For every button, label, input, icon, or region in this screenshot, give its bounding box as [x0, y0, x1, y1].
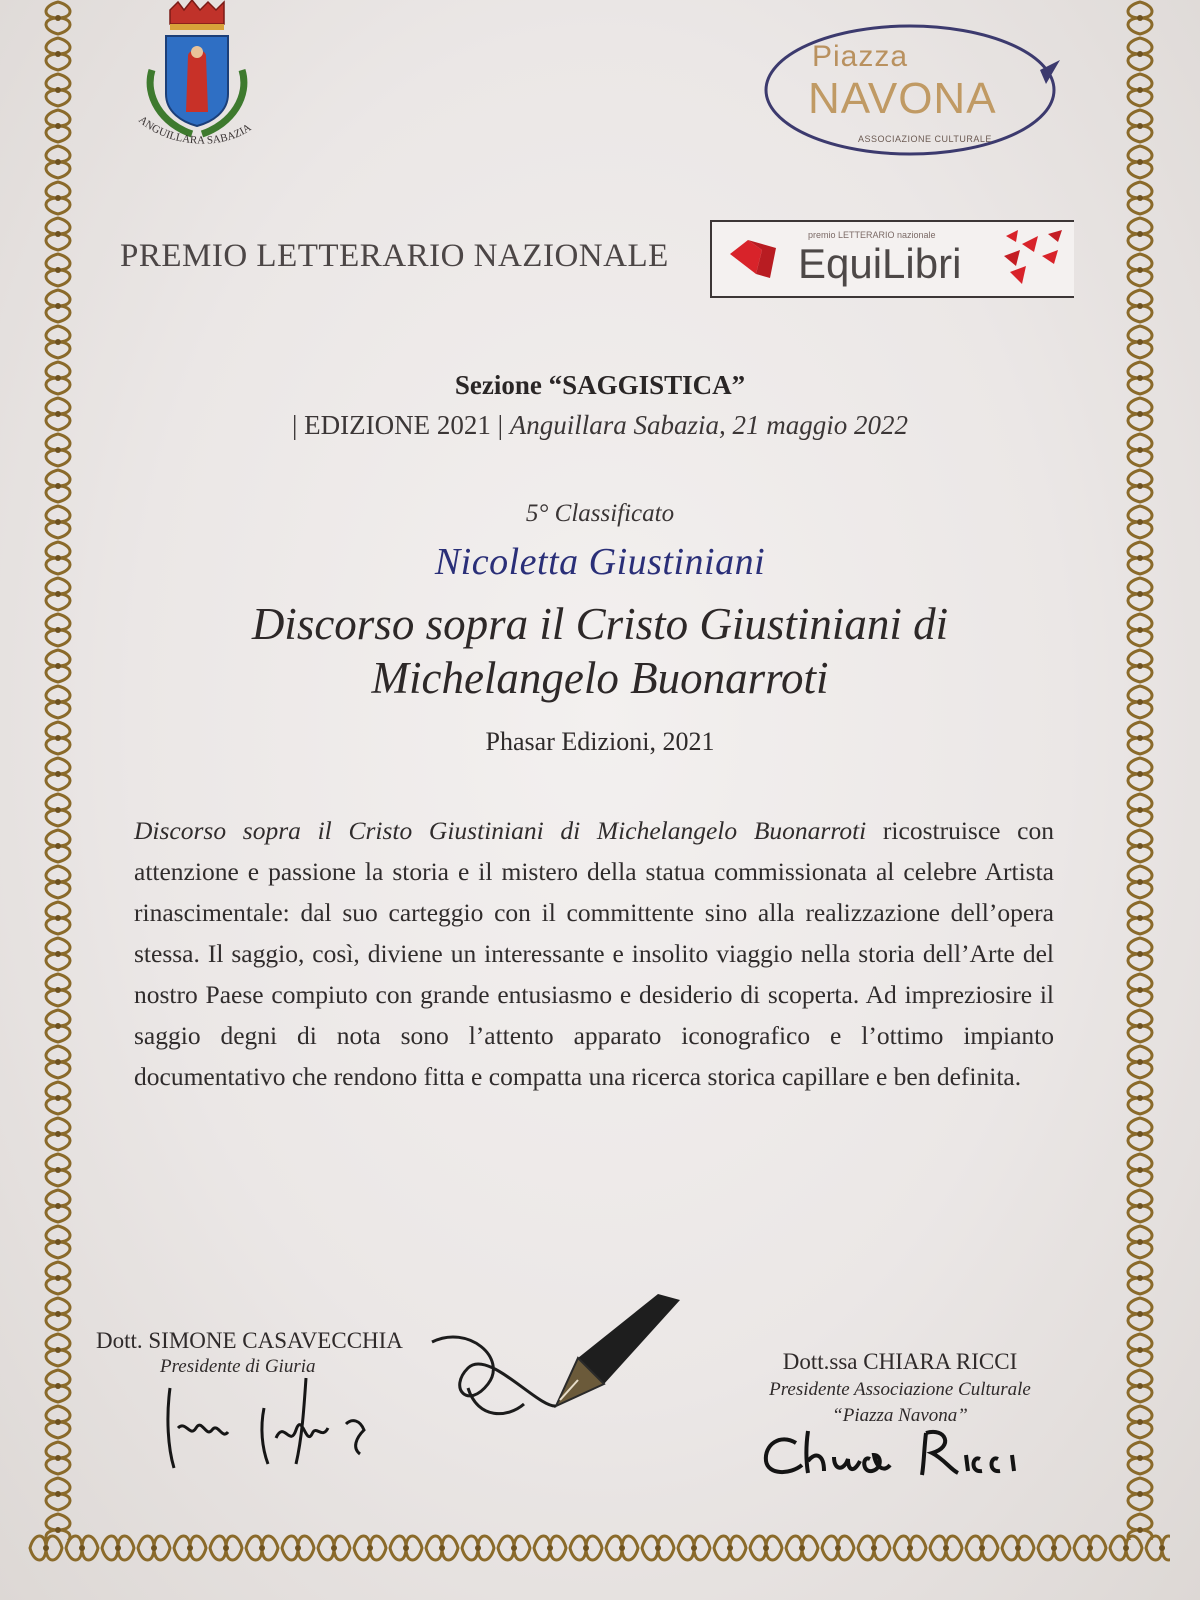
motivation-paragraph: [134, 810, 1054, 1097]
edition-place-date: Anguillara Sabazia, 21 maggio 2022: [509, 410, 909, 440]
equilibri-brand-text: EquiLibri: [798, 240, 962, 287]
award-title-line2: Michelangelo Buonarroti: [371, 653, 829, 703]
flying-pages-icon: [998, 226, 1070, 290]
piazza-navona-logo: [760, 10, 1090, 160]
right-signatory-name: Dott.ssa CHIARA RICCI: [782, 1349, 1018, 1374]
right-ornamental-border: [1110, 0, 1170, 1540]
left-signatory-role: Presidente di Giuria: [160, 1356, 316, 1377]
right-signatory-role-line1: Presidente Associazione Culturale: [769, 1379, 1031, 1400]
signature-block-right: [730, 1349, 1070, 1427]
right-handwritten-signature: [750, 1415, 1050, 1485]
red-book-icon: [726, 234, 782, 282]
premio-label: PREMIO LETTERARIO NAZIONALE: [120, 238, 669, 274]
left-handwritten-signature: [156, 1368, 396, 1478]
award-publisher: Phasar Edizioni, 2021: [485, 727, 715, 756]
award-rank: 5° Classificato: [525, 500, 675, 527]
left-ornamental-border: [28, 0, 88, 1540]
right-signatory-role-line2: “Piazza Navona”: [832, 1405, 968, 1426]
award-title-line1: Discorso sopra il Cristo Giustiniani di: [251, 599, 949, 649]
edition-label: | EDIZIONE 2021 |: [291, 410, 503, 440]
bottom-ornamental-border: [28, 1518, 1170, 1578]
section-heading: [120, 370, 1080, 401]
motivation-italic-title: Discorso sopra il Cristo Giustiniani di Michelangelo Buonarroti: [134, 816, 867, 845]
equilibri-logo: [710, 220, 1074, 298]
section-prefix: Sezione: [454, 370, 542, 400]
edition-line: [120, 410, 1080, 441]
section-name: “SAGGISTICA”: [548, 370, 746, 400]
crest-text: ANGUILLARA SABAZIA: [136, 113, 254, 147]
navona-logo-line1: Piazza: [812, 40, 909, 73]
anguillara-crest-logo: [122, 0, 272, 165]
navona-logo-line2: NAVONA: [808, 74, 997, 123]
signature-block-left: [96, 1328, 456, 1378]
left-signatory-name: Dott. SIMONE CASAVECCHIA: [96, 1328, 403, 1353]
equilibri-small-text: premio LETTERARIO nazionale: [808, 230, 936, 240]
navona-logo-line3: ASSOCIAZIONE CULTURALE: [858, 134, 992, 144]
motivation-text: ricostruisce con attenzione e passione la storia e il mistero della statua commissionata al celebre Artista rinascimentale: dal suo carteggio con il committente sino alla realizzazione dell’opera stessa. Il saggio, così, diviene un interessante e insolito viaggio nella storia dell’Arte del nostro Paese compiuto con grande entusiasmo e desiderio di scoperta. Ad impreziosire il saggio degni di nota sono l’attento apparato iconografico e l’ottimo impianto documentativo che rendono fitta e compatta una ricerca storica capillare e ben definita.: [134, 816, 1054, 1091]
award-author: Nicoletta Giustiniani: [434, 541, 766, 583]
fountain-pen-icon: [428, 1288, 688, 1448]
